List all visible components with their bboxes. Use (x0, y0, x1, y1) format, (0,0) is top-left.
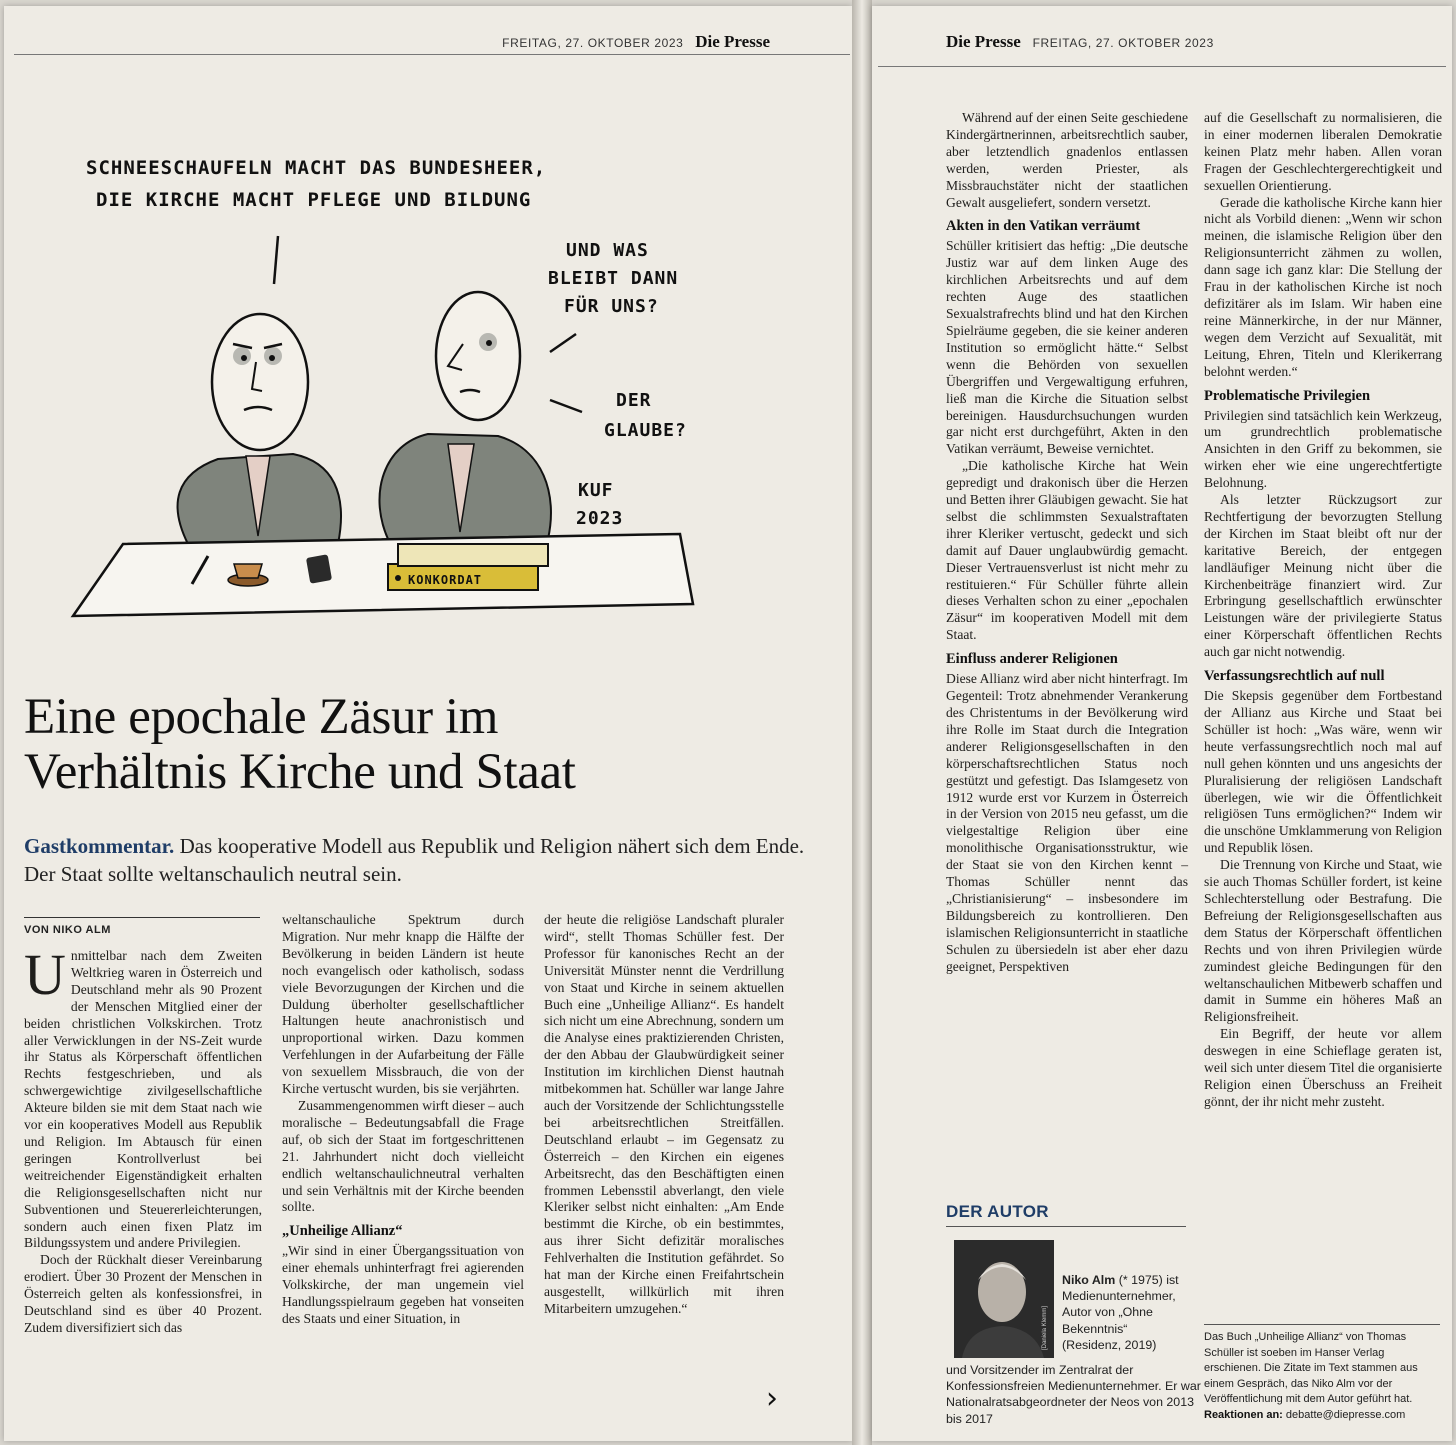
headline-line2: Verhältnis Kirche und Staat (24, 744, 576, 800)
article-byline: VON NIKO ALM (24, 924, 111, 936)
paragraph: Während auf der einen Seite geschiedene Kindergärtnerinnen, arbeitsrechtlich sauber, aber letztendlich gnadenlos entlassen werden, werden Priester, als Missbrauchstäter nicht der staatlichen Gewalt ausgeliefert, sondern versetzt. (946, 110, 1188, 210)
paragraph: Diese Allianz wird aber nicht hinterfragt. Im Gegenteil: Trotz abnehmender Verankerung des Christentums in der Bevölkerung wird ihre Rolle im Staat durch die Integration anderer Religionsgesellschaften in den körperschaftsrechtlichen Status noch gestützt und gefestigt. Das Islamgesetz von 1912 wurde erst vor Kurzem in Österreich in der Version von 2015 neu gefasst, um die vielgestaltige Religion über eine monolithische Organisationsstruktur, wie der Staat sie von den Kirchen kennt – Thomas Schüller nennt das „Christianisierung“ – insbesondere im Bildungsbereich zu kontrollieren. Den islamischen Religionsunterricht in staatliche Schulen zu übersiedeln ist aber eher dazu geeignet, Perspektiven (946, 671, 1188, 974)
article-column-3 (544, 912, 784, 1318)
subheading-einfluss: Einfluss anderer Religionen (946, 651, 1118, 668)
note-rule (1204, 1324, 1440, 1325)
subheading-unheilige-allianz: „Unheilige Allianz“ (282, 1223, 403, 1240)
paragraph (24, 942, 262, 1252)
book-label: KONKORDAT (408, 573, 483, 587)
speech-bubble-line1: UND WAS (566, 240, 649, 261)
article-deck (24, 832, 824, 888)
masthead-brand: Die Presse (946, 32, 1021, 51)
article-column-2 (282, 912, 524, 1328)
byline-rule (24, 917, 260, 918)
cartoon-illustration (68, 144, 708, 634)
paragraph: weltanschauliche Spektrum durch Migration. Nur mehr knapp die Hälfte der Bevölkerung in beiden Ländern ist heute noch evangelisch oder katholisch, sodass viele Bevorzugungen der Kirchen und die Duldung überholter gesellschaftlicher Haltungen heute anachronistisch und unproportional wirken. Dazu kommen Verfehlungen in der Aufarbeitung der Fälle von sexuellem Missbrauch, die von der Kirche vertuscht wurden, bis sie verjährten. (282, 912, 524, 1097)
masthead-brand: Die Presse (695, 32, 770, 51)
deck-kicker: Gastkommentar. (24, 834, 175, 858)
cartoon-caption-line1: SCHNEESCHAUFELN MACHT DAS BUNDESHEER, (86, 157, 547, 179)
speech-bubble-line3: FÜR UNS? (564, 296, 659, 317)
note-text: Das Buch „Unheilige Allianz“ von Thomas Schüller ist soeben im Hanser Verlag erschienen. Die Zitate im Text stammen aus einem Gespräch, das Niko Alm vor der Veröffentlichung mit dem Autor geführt hat. (1204, 1331, 1418, 1405)
masthead-rule (878, 66, 1446, 67)
paragraph-text: nmittelbar nach dem Zweiten Weltkrieg waren in Österreich und Deutschland mehr als 90 Prozent der Menschen Mitglied einer der beiden christlichen Volkskirchen. Trotz aller Verwicklungen in der NS-Zeit wurde ihr Status als Körperschaft öffentlichen Rechts festgeschrieben, und als schwergewichtige zivilgesellschaftliche Akteure bilden sie mit dem Staat nach wie vor ein kooperatives Modell aus Republik und Religion. Im Abtausch für einen geringen Kontrollverlust bei weitreichender Eigenständigkeit erhalten die Religionsgesellschaften nicht nur Subventionen und Steuererleichterungen, sondern auch einen fixen Platz im Bildungssystem und andere Privilegien. (24, 948, 262, 1251)
author-bio-short (1062, 1272, 1186, 1353)
masthead-date: FREITAG, 27. OKTOBER 2023 (1032, 36, 1214, 50)
paragraph: Privilegien sind tatsächlich kein Werkzeug, um grundrechtlich problematische Ansichten in den Griff zu bekommen, sie wirken eher wie eine ungerechtfertigte Belohnung. (1204, 407, 1442, 491)
subheading-privilegien: Problematische Privilegien (1204, 387, 1371, 404)
author-name: Niko Alm (1062, 1273, 1116, 1287)
paragraph: Doch der Rückhalt dieser Vereinbarung erodiert. Über 30 Prozent der Menschen in Österreich gelten als konfessionsfrei, in Deutschland sind es über 40 Prozent. Zudem diversifiziert sich das (24, 1252, 262, 1335)
paragraph: „Wir sind in einer Übergangssituation von einer ehemals unhinterfragt frei agierenden Volkskirche, der man ungemein viel Handlungsspielraum gegeben hat vonseiten des Staats und einer Situation, in (282, 1243, 524, 1326)
author-bio-more: und Vorsitzender im Zentralrat der Konfessionsfreien Medienunternehmer. Er war Nationalratsabgeordneter der Neos von 2013 bis 2017 (946, 1363, 1201, 1426)
paragraph: der heute die religiöse Landschaft pluraler wird“, stellt Thomas Schüller fest. Der Professor für kanonisches Recht an der Universität Münster nennt die Verdrillung von Staat und Kirche in seinem aktuellen Buch eine „Unheilige Allianz“. Es handelt sich nicht um eine Abrechnung, sondern um die Analyse eines praktizierenden Christen, der den Abbau der Glaubwürdigkeit seiner Institution im kirchlichen Dienst hautnah mitbekommen hat. Schüller war lange Jahre auch der Vorsitzende der Schlichtungsstelle bei arbeitsrechtlichen Streitfällen. Deutschland erlaubt – im Gegensatz zu Österreich – den Kirchen ein eigenes Arbeitsrecht, das den Beschäftigten einen frommen Lebensstil abverlangt, den viele Kleriker selbst nicht einhalten: „Am Ende bestimmt die Kirche, ob ein bestimmtes, aus ihrer Sicht defizitär moralisches Fehlverhalten die Institution gefährdet. So hat man der Kirche einen Freifahrtschein ausgestellt, willkürlich mit ihren Mitarbeitern umzugehen.“ (544, 912, 784, 1316)
author-rule (946, 1226, 1186, 1227)
drop-cap: U (24, 942, 66, 1007)
continue-arrow-icon: › (766, 1381, 778, 1416)
paragraph: Zusammengenommen wirft dieser – auch moralische – Bedeutungsabfall die Frage auf, ob sich der Staat im fortgeschrittenen 21. Jahrhundert nicht doch vielleicht endlich weltanschaulichneutral verhalten und sein Verhältnis mit der Kirche beenden sollte. (282, 1097, 524, 1215)
article-column-1 (24, 942, 262, 1337)
headline-line1: Eine epochale Zäsur im (24, 689, 499, 745)
article-column-4 (946, 110, 1188, 976)
article-column-5 (1204, 110, 1442, 1111)
paragraph: Als letzter Rückzugsort zur Rechtfertigung der bevorzugten Stellung der Kirchen im Staat bleibt oft nur der karitative Bereich, der entgegen landläufiger Meinung nicht über die Kirchenbeiträge finanziert wird. Zur Erbringung gesellschaftlich erwünschter Leistungen wäre der privilegierte Status einer Körperschaft öffentlichen Rechts auch gar nicht notwendig. (1204, 492, 1442, 660)
paragraph: Schüller kritisiert das heftig: „Die deutsche Justiz war auf dem linken Auge des kirchlichen Arbeitsrechts und auf dem rechten Auge des staatlichen Sexualstrafrechts blind und hat den Kirchen Spielräume gegeben, die sie keiner anderen Institution so ermöglicht hätte.“ Selbst wenn die Behörden von sexuellen Übergriffen und Vergewaltigung erfuhren, ließ man die Kirche die Situation selbst bereinigen. Hausdurchsuchungen wurden gar nicht erst durchgeführt, Akten in den Vatikan verräumt, Beweise vernichtet. (946, 238, 1188, 457)
paragraph: Ein Begriff, der heute vor allem deswegen in eine Schieflage geraten ist, weil sich unter diesem Titel die organisierte Religion einen Überschuss an Freiheit gönnt, der ihr nicht mehr zusteht. (1204, 1026, 1442, 1109)
deck-text: Das kooperative Modell aus Republik und Religion nähert sich dem Ende. Der Staat sollte weltanschaulich neutral sein. (24, 834, 805, 886)
masthead-date: FREITAG, 27. OKTOBER 2023 (502, 36, 684, 50)
reactions-label: Reaktionen an: (1204, 1408, 1283, 1421)
reactions-email-link[interactable]: debatte@diepresse.com (1282, 1408, 1406, 1421)
speech-answer-line2: GLAUBE? (604, 420, 687, 441)
article-headline (24, 690, 814, 800)
paragraph: Gerade die katholische Kirche kann hier nicht als Vorbild dienen: „Wenn wir schon meinen, die islamische Religion über den Religionsunterricht zähmen zu wollen, dann sage ich ganz klar: Die Stellung der Frau in der katholischen Kirche ist noch defizitärer als im Islam. Wir haben eine reine Männerkirche, in der nur Männer, wegen dem Verzicht auf Sexualität, mit Leitung, Ehren, Titeln und Klerikerrang belohnt werden.“ (1204, 194, 1442, 379)
photo-credit: [Daniela Klemm] (1042, 1305, 1048, 1350)
page-fold (852, 0, 872, 1445)
subheading-akten: Akten in den Vatikan verräumt (946, 218, 1141, 235)
cartoon-signature-line1: KUF (578, 480, 614, 501)
masthead-rule (14, 54, 850, 55)
author-bio-text: (* 1975) ist Medienunternehmer, Autor von „Ohne Bekenntnis“ (Residenz, 2019) (1062, 1273, 1179, 1352)
author-heading: DER AUTOR (946, 1202, 1049, 1221)
paragraph: auf die Gesellschaft zu normalisieren, die in einer modernen liberalen Demokratie keinen Platz mehr haben. Allen voran Fragen der Geschlechtergerechtigkeit und sexuellen Orientierung. (1204, 110, 1442, 193)
masthead-left (502, 32, 770, 52)
paragraph: Die Skepsis gegenüber dem Fortbestand der Allianz aus Kirche und Staat bei Schüller ist hoch: „Was wäre, wenn wir heute verfassungsrechtlich noch mal auf null gehen könnten und uns angesichts der Pluralisierung der religiösen Landschaft überlegen, wie wir die Öffentlichkeit religiösen Tuns ermöglichen?“ Indem wir die unschöne Umklammerung von Religion und Republik lösen. (1204, 688, 1442, 856)
speech-answer-line1: DER (616, 390, 652, 411)
cartoon-signature-line2: 2023 (576, 508, 624, 529)
speech-bubble-line2: BLEIBT DANN (548, 268, 679, 289)
masthead-right (946, 32, 1214, 52)
author-photo (954, 1240, 1054, 1358)
paragraph: „Die katholische Kirche hat Wein gepredigt und drakonisch über die Herzen und Betten ihrer Gläubigen gewacht. Sie hat selbst die schlimmsten Sexualstraftaten ihrer Kleriker vertuscht, gedeckt und sich damit auf Dauer unglaubwürdig gemacht. Dieser Vertrauensverlust ist nicht mehr zu restituieren.“ Für Schüller führte allein dieses Verhalten schon zu einer „epochalen Zäsur“ im kooperativen Modell mit dem Staat. (946, 458, 1188, 643)
left-page (4, 6, 852, 1441)
right-page (872, 6, 1452, 1441)
subheading-verfassung: Verfassungsrechtlich auf null (1204, 668, 1385, 685)
book-note (1204, 1330, 1442, 1423)
cartoon-caption-line2: DIE KIRCHE MACHT PFLEGE UND BILDUNG (96, 189, 532, 211)
paragraph: Die Trennung von Kirche und Staat, wie sie auch Thomas Schüller fordert, ist keine Schlechterstellung oder Bestrafung. Die Befreiung der Religionsgesellschaften aus dem Status der Körperschaft öffentlichen Rechts und von ihren Privilegien würde zumindest gleiche Bedingungen für den weltanschaulichen Mitbewerb schaffen und damit in Summe ein höheres Maß an Religionsfreiheit. (1204, 857, 1442, 1025)
